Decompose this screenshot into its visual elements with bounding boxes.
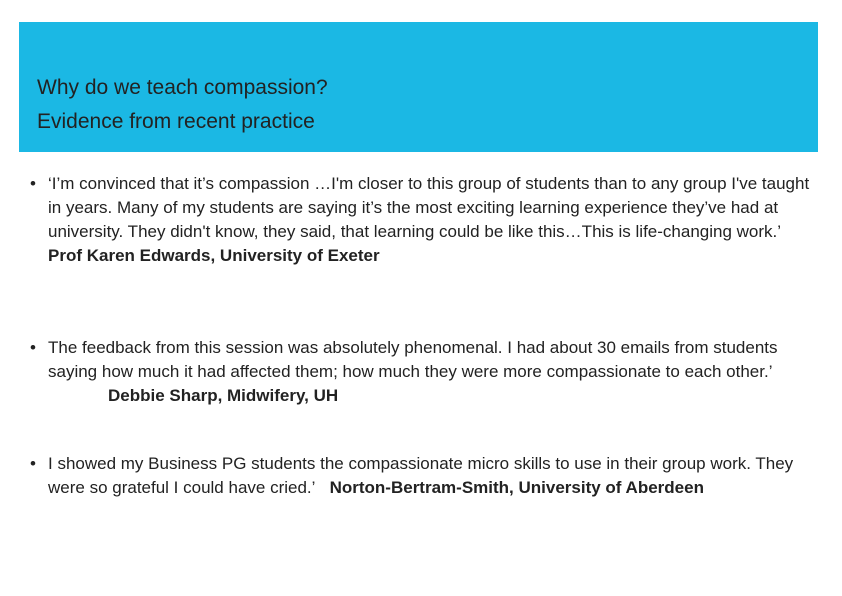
- quote-bullet: • ‘I’m convinced that it’s compassion …I'm closer to this group of students than to any group I've taught in years. Many of my students are saying it’s the most exciting learning experience they’ve had at university. They didn't know, they said, that learning could be like this…This is life-changing work.’ Prof Karen Edwards, University of Exeter: [30, 174, 810, 265]
- title-banner: [19, 22, 818, 152]
- slide-subtitle: Evidence from recent practice: [37, 110, 315, 133]
- quote-attribution: Debbie Sharp, Midwifery, UH: [108, 386, 339, 405]
- quote-text: I showed my Business PG students the compassionate micro skills to use in their group work. They were so grateful I could have cried.’: [48, 454, 794, 497]
- quote-bullet: • The feedback from this session was absolutely phenomenal. I had about 30 emails from students saying how much it had affected them; how much they were more compassionate to each other.’Debbie Sharp, Midwifery, UH: [30, 338, 778, 405]
- quote-attribution: Norton-Bertram-Smith, University of Aberdeen: [329, 478, 704, 497]
- quote-text: The feedback from this session was absolutely phenomenal. I had about 30 emails from students saying how much it had affected them; how much they were more compassionate to each other.’: [48, 338, 778, 381]
- quote-bullet: • I showed my Business PG students the compassionate micro skills to use in their group work. They were so grateful I could have cried.’ Norton-Bertram-Smith, University of Aberdeen: [30, 454, 794, 497]
- quote-attribution: Prof Karen Edwards, University of Exeter: [48, 246, 380, 265]
- quote-text: ‘I’m convinced that it’s compassion …I'm closer to this group of students than to any group I've taught in years. Many of my students are saying it’s the most exciting learning experience they’ve had at university. They didn't know, they said, that learning could be like this…This is life-changing work.’: [48, 174, 810, 241]
- slide-title: Why do we teach compassion?: [37, 76, 328, 99]
